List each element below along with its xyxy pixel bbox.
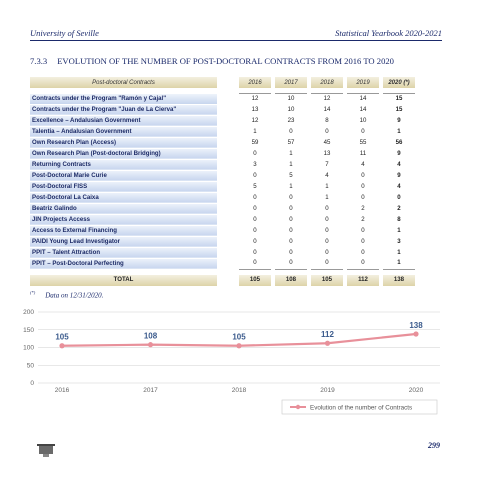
- row-value: 0: [311, 258, 343, 269]
- row-value: 0: [253, 237, 257, 245]
- data-point: [413, 331, 418, 336]
- row-label: Contracts under the Program "Ramón y Cajal": [30, 94, 217, 105]
- row-value: 0: [361, 193, 365, 201]
- row-value: 0: [347, 258, 379, 269]
- row-value: 10: [275, 94, 307, 105]
- row-value: 15: [395, 105, 403, 113]
- year-header: 2019: [347, 77, 379, 88]
- row-value: 1: [397, 127, 401, 135]
- row-label: Post-Doctoral Marie Curie: [30, 170, 217, 181]
- row-value: 7: [325, 160, 329, 168]
- section-title-text: EVOLUTION OF THE NUMBER OF POST-DOCTORAL CONTRACTS FROM 2016 TO 2020: [57, 56, 394, 66]
- row-value: 1: [289, 149, 293, 157]
- data-point: [236, 343, 241, 348]
- y-tick-label: 200: [23, 309, 34, 316]
- row-value: 5: [289, 171, 293, 179]
- year-header: 2020 (*): [383, 77, 415, 88]
- row-value: 8: [397, 215, 401, 223]
- row-value: 4: [325, 171, 329, 179]
- row-value: 2: [397, 204, 401, 212]
- row-value: 0: [361, 237, 365, 245]
- total-value: 138: [383, 275, 415, 286]
- row-value: 11: [359, 149, 367, 157]
- row-value: 0: [397, 193, 401, 201]
- row-value: 1: [383, 258, 415, 269]
- data-label: 108: [143, 331, 158, 341]
- row-value: 0: [253, 149, 257, 157]
- row-label: Access to External Financing: [30, 225, 217, 236]
- row-value: 0: [361, 182, 365, 190]
- legend-label: Evolution of the number of Contracts: [310, 404, 413, 412]
- row-value: 3: [253, 160, 257, 168]
- row-label: Own Research Plan (Post-doctoral Bridging): [30, 148, 217, 159]
- footnote-text: Data on 12/31/2020.: [45, 291, 104, 300]
- row-value: 4: [397, 160, 401, 168]
- row-value: 0: [289, 237, 293, 245]
- row-value: 0: [361, 171, 365, 179]
- row-value: 0: [253, 204, 257, 212]
- x-tick-label: 2017: [143, 387, 158, 394]
- data-point: [59, 343, 64, 348]
- total-value: 105: [239, 275, 271, 286]
- row-value: 4: [397, 182, 401, 190]
- row-value: 0: [361, 127, 365, 135]
- data-label: 105: [55, 332, 69, 342]
- row-value: 0: [289, 204, 293, 212]
- row-value: 14: [359, 105, 367, 113]
- row-value: 0: [253, 215, 257, 223]
- row-value: 15: [383, 94, 415, 105]
- data-point: [148, 342, 153, 347]
- row-value: 9: [397, 116, 401, 124]
- y-tick-label: 100: [23, 344, 34, 352]
- total-value: 112: [347, 275, 379, 286]
- row-value: 2: [361, 204, 365, 212]
- total-label: TOTAL: [30, 275, 217, 286]
- row-value: 0: [289, 215, 293, 223]
- row-value: 0: [289, 127, 293, 135]
- row-value: 0: [253, 248, 257, 256]
- y-tick-label: 150: [23, 326, 34, 334]
- data-point: [325, 341, 330, 346]
- y-tick-label: 0: [30, 380, 34, 387]
- row-label: Post-Doctoral La Caixa: [30, 192, 217, 203]
- table-header-label: Post-doctoral Contracts: [30, 77, 217, 88]
- row-value: 45: [323, 138, 331, 146]
- row-value: 0: [253, 193, 257, 201]
- row-label: JIN Projects Access: [30, 214, 217, 225]
- y-tick-label: 50: [26, 362, 34, 370]
- row-value: 12: [251, 116, 259, 124]
- row-value: 14: [323, 105, 331, 113]
- row-value: 0: [253, 226, 257, 234]
- row-label: Excellence – Andalusian Government: [30, 115, 217, 126]
- row-value: 0: [325, 127, 329, 135]
- row-label: PPIT – Post-Doctoral Perfecting: [30, 258, 217, 269]
- section-number: 7.3.3: [30, 56, 48, 66]
- row-value: 56: [395, 138, 403, 146]
- row-value: 12: [239, 94, 271, 105]
- row-value: 1: [397, 226, 401, 234]
- header-yearbook: Statistical Yearbook 2020-2021: [335, 28, 442, 38]
- row-value: 10: [359, 116, 367, 124]
- row-value: 5: [253, 182, 257, 190]
- row-value: 1: [289, 160, 293, 168]
- legend-marker: [296, 405, 300, 409]
- year-header: 2017: [275, 77, 307, 88]
- data-label: 138: [409, 321, 423, 331]
- row-value: 8: [325, 116, 329, 124]
- row-value: 14: [347, 94, 379, 105]
- row-value: 0: [325, 248, 329, 256]
- row-label: PAIDI Young Lead Investigator: [30, 236, 217, 247]
- data-label: 105: [232, 332, 246, 342]
- x-tick-label: 2018: [231, 387, 247, 394]
- x-tick-label: 2016: [54, 387, 70, 394]
- row-label: Contracts under the Program "Juan de La Cierva": [30, 104, 217, 115]
- row-label: Own Research Plan (Access): [30, 137, 217, 148]
- header-university: University of Seville: [30, 28, 99, 38]
- row-label: Beatriz Galindo: [30, 203, 217, 214]
- row-value: 12: [311, 94, 343, 105]
- row-value: 13: [323, 149, 331, 157]
- footnote-mark: (*): [30, 290, 36, 295]
- row-value: 0: [361, 248, 365, 256]
- x-tick-label: 2020: [408, 387, 424, 394]
- row-value: 0: [361, 226, 365, 234]
- row-value: 9: [397, 171, 401, 179]
- row-label: Returning Contracts: [30, 159, 217, 170]
- year-header: 2016: [239, 77, 271, 88]
- row-value: 23: [287, 116, 295, 124]
- row-value: 3: [397, 237, 401, 245]
- row-value: 0: [239, 258, 271, 269]
- row-value: 59: [251, 138, 259, 146]
- row-label: Post-Doctoral FISS: [30, 181, 217, 192]
- university-seal-icon: [37, 443, 55, 457]
- row-value: 2: [361, 215, 365, 223]
- row-value: 0: [325, 204, 329, 212]
- row-value: 1: [325, 193, 329, 201]
- x-tick-label: 2019: [320, 387, 335, 394]
- row-value: 9: [397, 149, 401, 157]
- row-value: 0: [325, 215, 329, 223]
- row-value: 1: [253, 127, 257, 135]
- row-value: 0: [289, 226, 293, 234]
- row-value: 57: [287, 138, 295, 146]
- row-label: PPIT – Talent Attraction: [30, 247, 217, 258]
- row-value: 13: [251, 105, 259, 113]
- row-value: 0: [289, 193, 293, 201]
- page-number: 299: [428, 441, 440, 450]
- row-value: 0: [325, 237, 329, 245]
- row-value: 1: [397, 248, 401, 256]
- row-value: 4: [361, 160, 365, 168]
- row-value: 1: [289, 182, 293, 190]
- row-value: 55: [359, 138, 367, 146]
- row-value: 0: [325, 226, 329, 234]
- row-value: 10: [287, 105, 295, 113]
- data-label: 112: [321, 330, 334, 340]
- row-label: Talentia – Andalusian Government: [30, 126, 217, 137]
- row-value: 1: [325, 182, 329, 190]
- total-value: 105: [311, 275, 343, 286]
- row-value: 0: [289, 248, 293, 256]
- total-value: 108: [275, 275, 307, 286]
- year-header: 2018: [311, 77, 343, 88]
- row-value: 0: [275, 258, 307, 269]
- row-value: 0: [253, 171, 257, 179]
